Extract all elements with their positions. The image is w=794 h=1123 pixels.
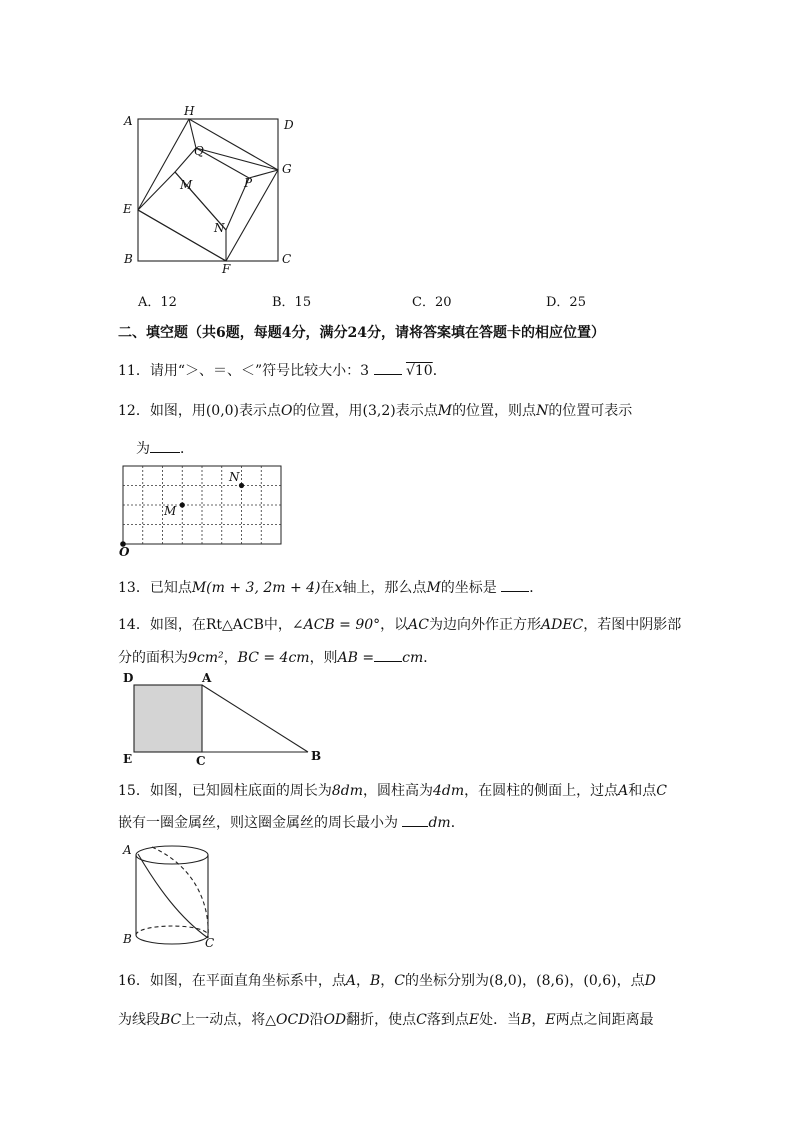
q15-end: ． <box>450 815 465 831</box>
q12-coord-o: (0,0) <box>205 403 240 419</box>
q16-e2: E <box>545 1012 556 1028</box>
q12-text: 12．如图，用 <box>118 403 206 419</box>
q11-blank <box>374 362 402 375</box>
cyl-label-B: B <box>123 932 132 946</box>
label-N: N <box>214 221 225 235</box>
q14-angle: ∠ACB = 90° <box>291 617 381 633</box>
q16-text: 翻折，使点 <box>346 1012 417 1028</box>
q13-text: 的坐标是 <box>440 580 497 596</box>
q16-text: 两点之间距离最 <box>555 1012 654 1028</box>
q12-point-o: O <box>281 403 293 419</box>
q14-text: ，则 <box>309 650 338 666</box>
q14-text: 中， <box>263 617 292 633</box>
q16-b: B <box>369 973 381 989</box>
tri-label-C: C <box>196 754 206 768</box>
q11-sqrt: √10 <box>405 363 433 379</box>
q14-adec: ADEC <box>541 617 584 633</box>
choice-c: C．20 <box>412 295 452 310</box>
label-A: A <box>124 114 133 128</box>
question-12-line2 <box>136 438 194 458</box>
cyl-label-A: A <box>123 843 132 857</box>
q12-point-n: N <box>536 403 549 419</box>
question-13 <box>118 577 543 597</box>
label-Q: Q <box>194 144 204 158</box>
q12-end: ． <box>180 441 194 457</box>
triangle-figure <box>118 670 328 770</box>
cyl-label-C: C <box>205 936 215 950</box>
q12-text: 的位置可表示 <box>548 403 633 419</box>
grid-label-O: O <box>119 545 130 559</box>
label-F: F <box>222 262 231 276</box>
label-B: B <box>124 252 133 266</box>
q14-ac: AC <box>408 617 429 633</box>
question-16-line1 <box>118 970 656 990</box>
q16-b2: B <box>521 1012 532 1028</box>
question-14-line2 <box>118 647 437 667</box>
label-E: E <box>123 202 132 216</box>
q14-text: ， <box>223 650 238 666</box>
q15-a: A <box>618 783 629 799</box>
q13-end: ． <box>529 580 544 596</box>
q14-text: ，以 <box>380 617 409 633</box>
q16-ocd: △OCD <box>265 1012 310 1028</box>
question-11 <box>118 360 447 380</box>
q16-c: C <box>394 973 405 989</box>
q15-text: ，在圆柱的侧面上，过点 <box>464 783 619 799</box>
label-M: M <box>180 178 193 192</box>
q15-blank <box>402 814 428 827</box>
q16-coord-a: (8,0) <box>488 973 523 989</box>
label-D: D <box>284 118 294 132</box>
label-G: G <box>282 162 292 176</box>
q15-unit: dm <box>428 815 451 831</box>
q16-bc: BC <box>160 1012 182 1028</box>
question-12-line1 <box>118 400 632 420</box>
q15-text: 15．如图，已知圆柱底面的周长为 <box>118 783 332 799</box>
q16-a: A <box>345 973 356 989</box>
q14-end: ． <box>423 650 438 666</box>
q16-text: ， <box>569 973 584 989</box>
square-figure <box>118 104 300 278</box>
q15-h: 4dm <box>432 783 465 799</box>
q14-bc: BC = 4cm <box>237 650 310 666</box>
q15-circ: 8dm <box>331 783 363 799</box>
q14-ab: AB = <box>337 650 375 666</box>
q13-text: 在 <box>320 580 335 596</box>
grid-label-N: N <box>229 470 240 484</box>
q13-m: M <box>426 580 441 596</box>
q15-text: ，圆柱高为 <box>362 783 433 799</box>
q13-text: 13．已知点 <box>118 580 192 596</box>
q14-text: 为边向外作正方形 <box>429 617 541 633</box>
q11-end: ． <box>432 363 447 379</box>
q16-text: ，点 <box>616 973 645 989</box>
q16-c2: C <box>416 1012 427 1028</box>
q15-c: C <box>656 783 667 799</box>
q16-text: 上一动点，将 <box>181 1012 266 1028</box>
q16-text: ， <box>380 973 395 989</box>
q14-rt: Rt△ACB <box>205 617 264 633</box>
label-H: H <box>184 104 195 118</box>
q16-text: 处．当 <box>479 1012 522 1028</box>
q12-blank <box>150 440 180 453</box>
q16-text: 16．如图，在平面直角坐标系中，点 <box>118 973 346 989</box>
q16-d: D <box>644 973 656 989</box>
choice-b: B．15 <box>272 295 312 310</box>
q12-text: 表示点 <box>395 403 438 419</box>
tri-label-B: B <box>311 749 322 763</box>
q15-text: 和点 <box>628 783 657 799</box>
q13-x: x <box>334 580 343 596</box>
q13-text: 轴上，那么点 <box>342 580 427 596</box>
q15-text: 嵌有一圈金属丝，则这圈金属丝的周长最小为 <box>118 815 398 831</box>
question-16-line2 <box>118 1009 654 1029</box>
label-P: P <box>244 176 253 190</box>
q11-number: 11． <box>118 363 150 379</box>
q14-area: 9cm² <box>188 650 224 666</box>
q14-blank <box>374 649 402 662</box>
q14-unit: cm <box>402 650 424 666</box>
grid-label-M: M <box>164 504 177 518</box>
q14-text: 14．如图，在 <box>118 617 206 633</box>
q16-text: 落到点 <box>426 1012 469 1028</box>
q12-text: 表示点 <box>239 403 282 419</box>
q16-text: ， <box>531 1012 546 1028</box>
q16-od: OD <box>323 1012 347 1028</box>
tri-label-D: D <box>123 671 134 685</box>
question-14-line1 <box>118 614 681 634</box>
q16-text: 的坐标分别为 <box>404 973 489 989</box>
q14-text: 分的面积为 <box>118 650 188 666</box>
tri-label-E: E <box>123 752 133 766</box>
q12-text: 的位置，用 <box>292 403 363 419</box>
q12-coord-m: (3,2) <box>362 403 396 419</box>
choice-d: D．25 <box>546 295 586 310</box>
q16-text: ， <box>522 973 537 989</box>
q12-text: 为 <box>136 441 150 457</box>
q16-text: ， <box>355 973 370 989</box>
q16-e: E <box>468 1012 480 1028</box>
q16-text: 沿 <box>309 1012 324 1028</box>
q13-blank <box>501 579 529 592</box>
question-15-line2 <box>118 812 465 832</box>
choice-a: A．12 <box>138 295 177 310</box>
q14-text: ，若图中阴影部 <box>583 617 682 633</box>
q13-expr: M(m + 3, 2m + 4) <box>191 580 321 596</box>
q16-coord-c: (0,6) <box>583 973 617 989</box>
label-C: C <box>282 252 292 266</box>
q16-coord-b: (8,6) <box>536 973 570 989</box>
q12-point-m: M <box>437 403 453 419</box>
q11-text: 请用“＞、＝、＜”符号比较大小：3 <box>149 363 370 379</box>
section-title: 二、填空题（共6题，每题4分，满分24分，请将答案填在答题卡的相应位置） <box>118 325 605 341</box>
q12-text: 的位置，则点 <box>452 403 537 419</box>
tri-label-A: A <box>202 671 212 685</box>
q16-text: 为线段 <box>118 1012 160 1028</box>
grid-figure <box>116 462 286 554</box>
question-15-line1 <box>118 780 667 800</box>
